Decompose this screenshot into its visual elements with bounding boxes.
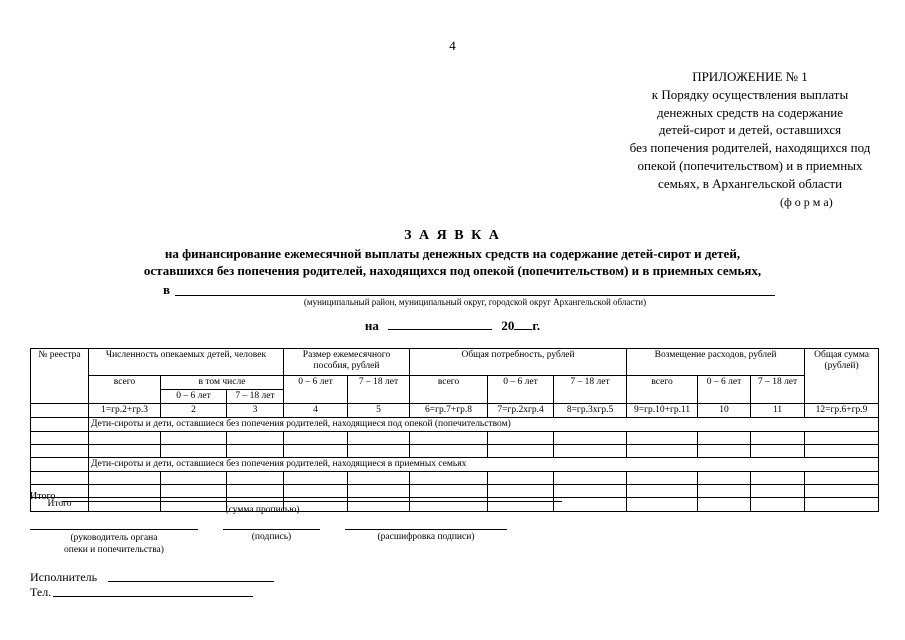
signature-field[interactable] — [223, 529, 320, 530]
document-title: З А Я В К А — [404, 228, 501, 243]
header-need-total: всего — [410, 376, 488, 404]
header-refund-total: всего — [627, 376, 698, 404]
number-cell: 7=гр.2хгр.4 — [488, 404, 554, 418]
appendix-line: семьях, в Архангельской области — [657, 175, 843, 191]
appendix-line: без попечения родителей, находящихся под — [629, 140, 871, 156]
page-number: 4 — [449, 38, 456, 53]
table-cell[interactable] — [410, 432, 488, 445]
table-cell — [31, 418, 89, 432]
table-cell[interactable] — [805, 432, 879, 445]
header-refund: Возмещение расходов, рублей — [627, 349, 805, 376]
caption-line: (руководитель органа — [70, 533, 158, 543]
municipality-prefix: в — [163, 282, 171, 297]
date-suffix: г. — [532, 318, 541, 333]
table-cell[interactable] — [89, 472, 161, 485]
table-cell[interactable] — [751, 432, 805, 445]
table-cell[interactable] — [227, 485, 284, 498]
municipality-caption: (муниципальный район, муниципальный округ, городской округ Архангельской области) — [303, 297, 647, 307]
number-cell — [31, 404, 89, 418]
table-cell[interactable] — [410, 485, 488, 498]
table-cell[interactable] — [805, 485, 879, 498]
caption-line: опеки и попечительства) — [64, 545, 164, 555]
table-cell[interactable] — [348, 472, 410, 485]
table-cell[interactable] — [751, 445, 805, 458]
table-cell[interactable] — [284, 445, 348, 458]
total-in-words-caption: (сумма прописью) — [225, 505, 300, 515]
table-cell[interactable] — [805, 472, 879, 485]
table-cell[interactable] — [161, 485, 227, 498]
header-need-7-18: 7 – 18 лет — [554, 376, 627, 404]
form-label: (ф о р м а) — [780, 195, 833, 209]
municipality-field[interactable] — [175, 295, 775, 296]
number-cell: 12=гр.6+гр.9 — [805, 404, 879, 418]
table-cell[interactable] — [488, 498, 554, 512]
table-cell[interactable] — [410, 472, 488, 485]
appendix-header — [560, 68, 905, 193]
table-cell[interactable] — [284, 432, 348, 445]
date-prefix: на — [364, 318, 379, 333]
table-cell[interactable] — [161, 432, 227, 445]
table-cell[interactable] — [627, 445, 698, 458]
date-year: 20 — [501, 318, 515, 333]
subtitle-line: на финансирование ежемесячной выплаты денежных средств на содержание детей-сирот и детей, — [164, 246, 741, 261]
section-guardianship: Дети-сироты и дети, оставшиеся без попечения родителей, находящиеся под опекой (попечительством) — [89, 418, 879, 432]
appendix-line: ПРИЛОЖЕНИЕ № 1 — [692, 69, 808, 84]
total-in-words-field[interactable] — [62, 501, 562, 502]
number-cell: 8=гр.3хгр.5 — [554, 404, 627, 418]
table-cell[interactable] — [554, 432, 627, 445]
subtitle-line: оставшихся без попечения родителей, находящихся под опекой (попечительством) и в приемных семьях, — [143, 263, 762, 278]
table-cell[interactable] — [805, 498, 879, 512]
table-cell[interactable] — [89, 485, 161, 498]
header-including: в том числе — [161, 376, 284, 390]
table-cell[interactable] — [488, 432, 554, 445]
table-cell[interactable] — [161, 445, 227, 458]
appendix-line: к Порядку осуществления выплаты — [651, 86, 849, 102]
table-cell[interactable] — [698, 432, 751, 445]
header-need-0-6: 0 – 6 лет — [488, 376, 554, 404]
signature-caption: (подпись) — [251, 532, 292, 542]
number-cell: 11 — [751, 404, 805, 418]
table-cell[interactable] — [805, 445, 879, 458]
number-cell: 6=гр.7+гр.8 — [410, 404, 488, 418]
head-position-caption — [30, 532, 198, 556]
number-cell: 9=гр.10+гр.11 — [627, 404, 698, 418]
table-cell[interactable] — [410, 445, 488, 458]
date-field[interactable] — [388, 329, 492, 330]
table-cell[interactable] — [89, 432, 161, 445]
table-cell[interactable] — [554, 485, 627, 498]
appendix-line: денежных средств на содержание — [656, 104, 844, 120]
table-cell[interactable] — [348, 432, 410, 445]
table-cell — [31, 458, 89, 472]
table-cell[interactable] — [31, 432, 89, 445]
table-cell[interactable] — [627, 472, 698, 485]
header-need: Общая потребность, рублей — [410, 349, 627, 376]
year-field[interactable] — [514, 329, 532, 330]
executor-field[interactable] — [108, 581, 274, 582]
table-cell[interactable] — [554, 445, 627, 458]
number-cell: 2 — [161, 404, 227, 418]
table-cell[interactable] — [31, 445, 89, 458]
table-cell[interactable] — [348, 485, 410, 498]
table-cell[interactable] — [227, 472, 284, 485]
table-cell[interactable] — [348, 445, 410, 458]
phone-label: Тел. — [30, 585, 52, 599]
header-registry: № реестра — [31, 349, 89, 404]
table-cell[interactable] — [554, 498, 627, 512]
total-in-words-label: Итого — [30, 491, 56, 502]
table-cell[interactable] — [227, 445, 284, 458]
number-cell: 10 — [698, 404, 751, 418]
table-cell[interactable] — [31, 472, 89, 485]
table-cell[interactable] — [751, 472, 805, 485]
total-row-label: Итого — [31, 498, 89, 512]
appendix-line: детей-сирот и детей, оставшихся — [658, 122, 842, 138]
table-cell[interactable] — [348, 498, 410, 512]
date-line — [0, 318, 905, 334]
header-count: Численность опекаемых детей, человек — [89, 349, 284, 376]
table-cell[interactable] — [698, 485, 751, 498]
table-cell[interactable] — [627, 485, 698, 498]
table-cell[interactable] — [227, 432, 284, 445]
appendix-line: опекой (попечительством) и в приемных — [637, 157, 863, 173]
section-foster: Дети-сироты и дети, оставшиеся без попечения родителей, находящиеся в приемных семьях — [89, 458, 879, 472]
table-cell[interactable] — [627, 498, 698, 512]
document-subtitle — [0, 245, 905, 279]
header-refund-7-18: 7 – 18 лет — [751, 376, 805, 404]
table-cell[interactable] — [410, 498, 488, 512]
table-cell[interactable] — [751, 498, 805, 512]
table-cell[interactable] — [698, 498, 751, 512]
table-cell[interactable] — [698, 445, 751, 458]
signature-decoding-caption: (расшифровка подписи) — [377, 532, 475, 542]
table-cell[interactable] — [554, 472, 627, 485]
table-cell[interactable] — [284, 485, 348, 498]
table-cell[interactable] — [284, 472, 348, 485]
signature-decoding-field[interactable] — [345, 529, 507, 530]
table-cell[interactable] — [89, 498, 161, 512]
head-position-field[interactable] — [30, 529, 198, 530]
header-count-0-6: 0 – 6 лет — [161, 390, 227, 404]
table-cell[interactable] — [161, 472, 227, 485]
header-count-7-18: 7 – 18 лет — [227, 390, 284, 404]
table-cell[interactable] — [698, 472, 751, 485]
header-allowance: Размер ежемесячного пособия, рублей — [284, 349, 410, 376]
header-count-total: всего — [89, 376, 161, 404]
number-cell: 3 — [227, 404, 284, 418]
table-cell[interactable] — [89, 445, 161, 458]
phone-field[interactable] — [53, 596, 253, 597]
executor-label: Исполнитель — [30, 570, 98, 584]
table-cell[interactable] — [488, 485, 554, 498]
header-allowance-7-18: 7 – 18 лет — [348, 376, 410, 404]
header-allowance-0-6: 0 – 6 лет — [284, 376, 348, 404]
number-cell: 5 — [348, 404, 410, 418]
number-cell: 4 — [284, 404, 348, 418]
table-cell[interactable] — [627, 432, 698, 445]
table-cell[interactable] — [488, 472, 554, 485]
number-cell: 1=гр.2+гр.3 — [89, 404, 161, 418]
table-cell[interactable] — [751, 485, 805, 498]
header-refund-0-6: 0 – 6 лет — [698, 376, 751, 404]
table-cell[interactable] — [488, 445, 554, 458]
header-total-sum: Общая сумма (рублей) — [805, 349, 879, 404]
request-table — [30, 348, 879, 512]
